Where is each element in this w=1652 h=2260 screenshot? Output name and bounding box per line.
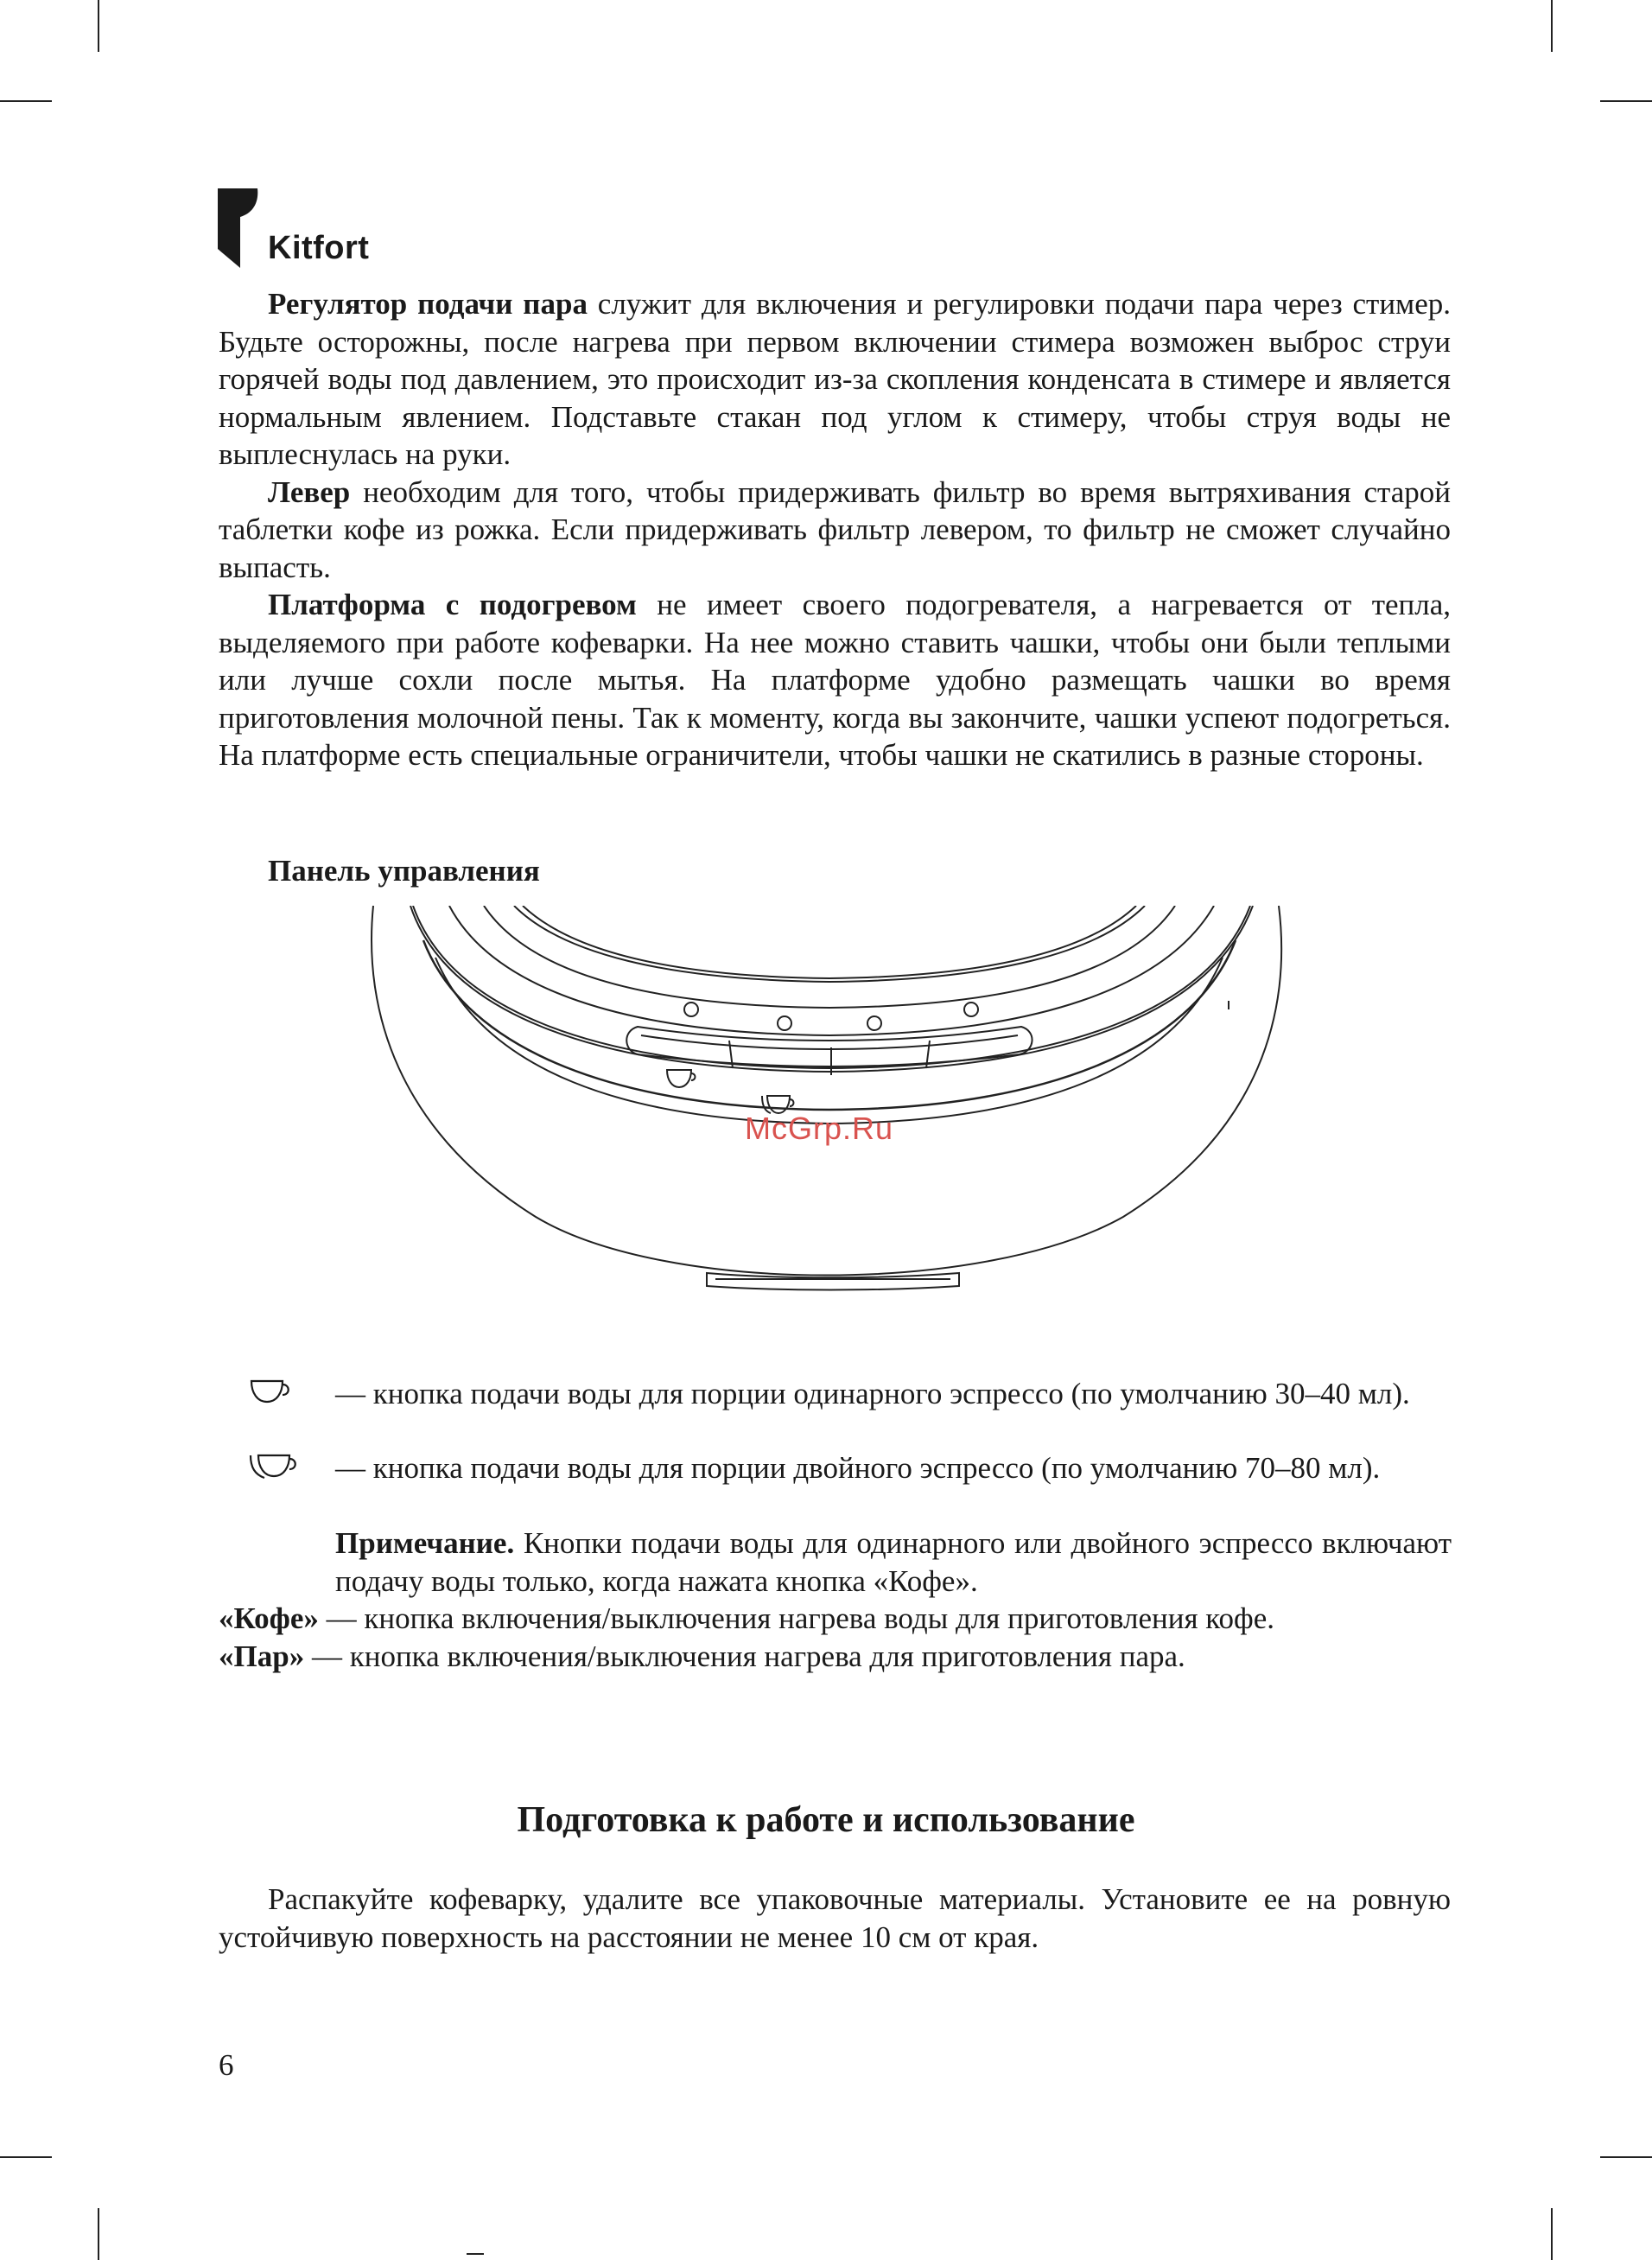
crop-mark xyxy=(1551,2208,1553,2260)
coffee-text: — кнопка включения/выключения нагрева воды для приготовления кофе. xyxy=(318,1601,1274,1635)
indicator-light xyxy=(964,1003,978,1016)
crop-mark xyxy=(0,100,52,102)
paragraph-text: необходим для того, чтобы придерживать фильтр во время вытряхивания старой таблетки кофе из рожка. Если придерживать фильтр левером, то фильтр не сможет случайно выпасть. xyxy=(219,474,1451,584)
term: Регулятор подачи пара xyxy=(268,287,588,321)
term: Платформа с подогревом xyxy=(268,588,637,621)
legend-single-text: — кнопка подачи воды для порции одинарного эспрессо (по умолчанию 30–40 мл). xyxy=(335,1377,1410,1410)
crop-mark xyxy=(1600,2156,1652,2158)
steam-text: — кнопка включения/выключения нагрева для приготовления пара. xyxy=(304,1639,1185,1673)
coffee-label: «Кофе» xyxy=(219,1601,319,1635)
brand-name: Kitfort xyxy=(268,230,370,266)
crop-mark xyxy=(98,0,99,52)
steam-label: «Пар» xyxy=(219,1639,305,1673)
crop-mark xyxy=(467,2253,484,2255)
page-number: 6 xyxy=(219,2048,234,2082)
crop-mark xyxy=(1600,100,1652,102)
paragraph-text: служит для включения и регулировки подачи пара через стимер. Будьте осторожны, после нагрева при первом включении стимера возможен выброс струи горячей воды под давлением, это происходит из-за скопления конденсата в стимере и является нормальным явлением. Подставьте стакан под углом к стимеру, чтобы струя воды не выплеснулась на руки. xyxy=(219,287,1451,471)
single-cup-icon xyxy=(246,1376,298,1410)
paragraph-heated-platform xyxy=(219,586,1451,774)
legend-double-text: — кнопка подачи воды для порции двойного эспрессо (по умолчанию 70–80 мл). xyxy=(335,1451,1381,1485)
section-title: Подготовка к работе и использование xyxy=(517,1800,1135,1840)
legend-double xyxy=(335,1449,1452,1487)
legend-note xyxy=(335,1525,1452,1600)
legend-coffee xyxy=(219,1600,1274,1638)
crop-mark xyxy=(1551,0,1553,52)
intro-text xyxy=(219,285,1451,774)
term: Левер xyxy=(268,474,351,509)
indicator-light xyxy=(778,1016,791,1030)
paragraph-lever xyxy=(219,474,1451,587)
panel-single-cup-icon xyxy=(667,1070,696,1087)
panel-heading: Панель управления xyxy=(268,854,540,888)
crop-mark xyxy=(0,2156,52,2158)
section-paragraph: Распакуйте кофеварку, удалите все упаковочные материалы. Установите ее на ровную устойчивую поверхность на расстоянии не менее 10 см от края. xyxy=(219,1882,1451,1954)
legend-single xyxy=(335,1375,1452,1413)
double-cup-icon xyxy=(246,1450,303,1488)
watermark: McGrp.Ru xyxy=(745,1111,894,1146)
indicator-light xyxy=(867,1016,881,1030)
paragraph-steam-regulator xyxy=(219,285,1451,474)
section-body xyxy=(219,1881,1451,1956)
indicator-light xyxy=(684,1003,698,1016)
note-text: Кнопки подачи воды для одинарного или двойного эспрессо включают подачу воды только, когда нажата кнопка «Кофе». xyxy=(335,1526,1452,1598)
paragraph-text: не имеет своего подогревателя, а нагревается от тепла, выделяемого при работе кофеварки. На нее можно ставить чашки, чтобы они были теплыми или лучше сохли после мытья. На платформе удобно размещать чашки во время приготовления молочной пены. Так к моменту, когда вы закончите, чашки успеют подогреться. На платформе есть специальные ограничители, чтобы чашки не скатились в разные стороны. xyxy=(219,588,1452,772)
crop-mark xyxy=(98,2208,99,2260)
legend-steam xyxy=(219,1638,1185,1676)
note-label: Примечание. xyxy=(335,1526,515,1560)
